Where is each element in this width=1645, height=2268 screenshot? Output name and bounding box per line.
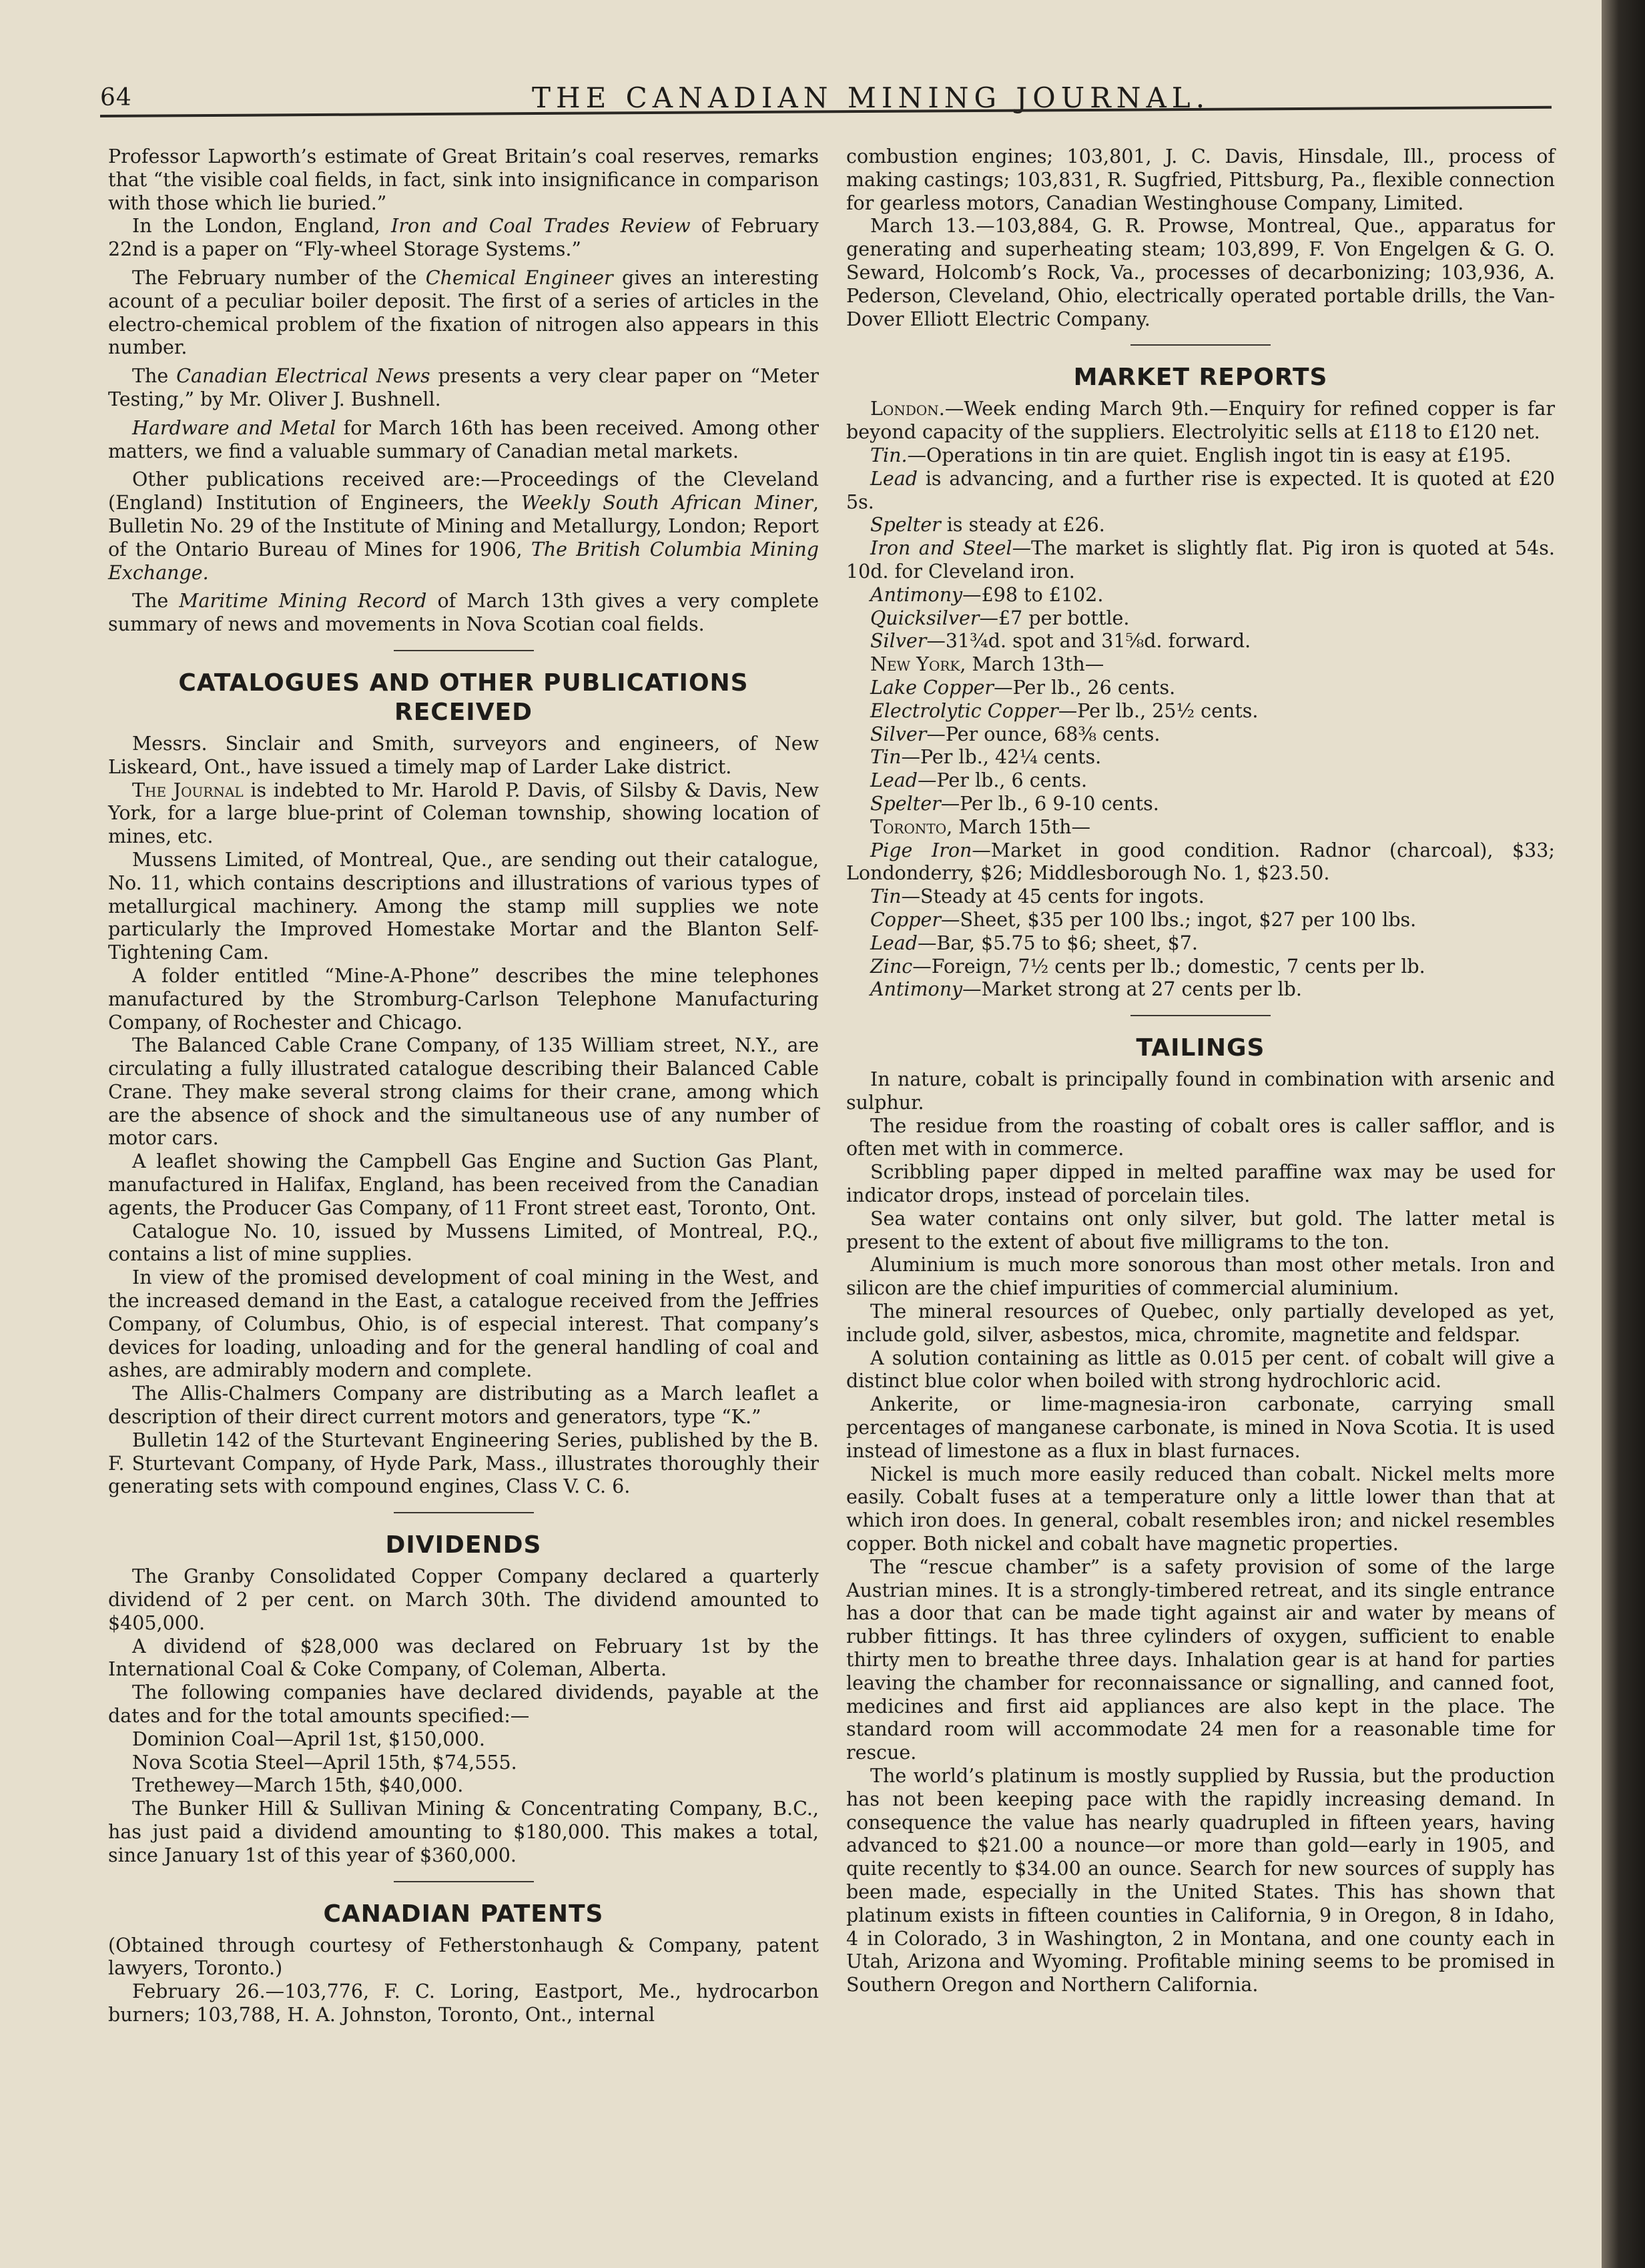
paragraph: The Allis-Chalmers Company are distributing as a March leaflet a description of their direct current motors and generators, type “K.” (108, 1383, 819, 1429)
paragraph: The following companies have declared dividends, payable at the dates and for the total amounts specified:— (108, 1681, 819, 1728)
market-line: Silver—31¾d. spot and 31⅝d. forward. (870, 630, 1251, 653)
paragraph: The Bunker Hill & Sullivan Mining & Concentrating Company, B.C., has just paid a dividend amounting to $180,000. This makes a total, since January 1st of this year of $360,000. (108, 1798, 819, 1866)
paragraph: The Canadian Electrical News presents a very clear paper on “Meter Testing,” by Mr. Oliver J. Bushnell. (108, 365, 819, 410)
list-item: Trethewey—March 15th, $40,000. (132, 1774, 464, 1797)
right-column (846, 145, 1555, 1997)
market-line: London.—Week ending March 9th.—Enquiry for refined copper is far beyond capacity of the suppliers. Electrolyitic sells at £118 to £120 net. (846, 398, 1555, 444)
list-item: Dominion Coal—April 1st, $150,000. (132, 1728, 485, 1750)
paragraph: Bulletin 142 of the Sturtevant Engineering Series, published by the B. F. Sturtevant Company, of Hyde Park, Mass., illustrates thoroughly their generating sets with compound engines, Class V. C. 6. (108, 1429, 819, 1498)
paragraph: Sea water contains ont only silver, but gold. The latter metal is present to the extent of about five milligrams to the ton. (846, 1207, 1555, 1253)
paragraph: Professor Lapworth’s estimate of Great Britain’s coal reserves, remarks that “the visible coal fields, in fact, sink into insignificance in comparison with those which lie buried.” (108, 145, 819, 214)
market-line: Lead—Per lb., 6 cents. (870, 769, 1088, 792)
market-line: Toronto, March 15th— (870, 815, 1090, 838)
section-divider (394, 650, 534, 651)
paragraph: A dividend of $28,000 was declared on February 1st by the International Coal & Coke Company, of Coleman, Alberta. (108, 1635, 819, 1681)
paragraph: The world’s platinum is mostly supplied by Russia, but the production has not been keeping pace with the rapidly increasing demand. In consequence the value has nearly quadrupled in fifteen years, having advanced to $21.00 a nounce—or more than gold—early in 1905, and quite recently to $34.00 an ounce. Search for new sources of supply has been made, especially in the United States. This has shown that platinum exists in fifteen counties in California, 9 in Oregon, 8 in Idaho, 4 in Colorado, 3 in Washington, 2 in Montana, and one county each in Utah, Arizona and Wyoming. Profitable mining seems to be promised in Southern Oregon and Northern California. (846, 1765, 1555, 1996)
section-heading-tailings: TAILINGS (1136, 1034, 1265, 1062)
paragraph: Hardware and Metal for March 16th has been received. Among other matters, we find a valuable summary of Canadian metal markets. (108, 416, 819, 462)
paragraph: The Journal is indebted to Mr. Harold P. Davis, of Silsby & Davis, New York, for a large blue-print of Coleman township, showing location of mines, etc. (108, 779, 819, 848)
paragraph: The February number of the Chemical Engineer gives an interesting acount of a peculiar boiler deposit. The first of a series of articles in the electro-chemical problem of the fixation of nitrogen also appears in this number. (108, 266, 819, 359)
section-heading-catalogues: CATALOGUES AND OTHER PUBLICATIONS RECEIVED (178, 669, 749, 726)
section-divider (394, 1881, 534, 1882)
market-line: Spelter is steady at £26. (870, 514, 1105, 536)
paragraph: February 26.—103,776, F. C. Loring, Eastport, Me., hydrocarbon burners; 103,788, H. A. Johnston, Toronto, Ont., internal (108, 1980, 819, 2026)
market-line: Electrolytic Copper—Per lb., 25½ cents. (870, 699, 1259, 722)
section-divider (394, 1512, 534, 1513)
paragraph: The residue from the roasting of cobalt ores is caller safflor, and is often met with in commerce. (846, 1114, 1555, 1160)
left-column (108, 145, 819, 2027)
paragraph: Scribbling paper dipped in melted paraffine wax may be used for indicator drops, instead of porcelain tiles. (846, 1161, 1555, 1207)
paragraph: A solution containing as little as 0.015 per cent. of cobalt will give a distinct blue color when boiled with strong hydrochloric acid. (846, 1347, 1555, 1393)
section-heading-patents: CANADIAN PATENTS (323, 1900, 604, 1928)
paragraph: The “rescue chamber” is a safety provision of some of the large Austrian mines. It is a strongly-timbered retreat, and its single entrance has a door that can be made tight against air and water by means of rubber fittings. It has three cylinders of oxygen, sufficient to enable thirty men to breathe three days. Inhalation gear is at hand for parties leaving the chamber for reconnaissance or signalling, and canned foot, medicines and first aid appliances are also kept in the place. The standard room will accommodate 24 men for a reasonable time for rescue. (846, 1555, 1555, 1764)
paragraph: March 13.—103,884, G. R. Prowse, Montreal, Que., apparatus for generating and superheating steam; 103,899, F. Von Engelgen & G. O. Seward, Holcomb’s Rock, Va., processes of decarbonizing; 103,936, A. Pederson, Cleveland, Ohio, electrically operated portable drills, the Van-Dover Elliott Electric Company. (846, 215, 1555, 330)
paragraph: The Maritime Mining Record of March 13th gives a very complete summary of news and movements in Nova Scotian coal fields. (108, 590, 819, 636)
paragraph: Messrs. Sinclair and Smith, surveyors and engineers, of New Liskeard, Ont., have issued a timely map of Larder Lake district. (108, 732, 819, 778)
page-number: 64 (100, 84, 132, 111)
market-line: Lead is advancing, and a further rise is expected. It is quoted at £20 5s. (846, 467, 1555, 513)
paragraph: Catalogue No. 10, issued by Mussens Limited, of Montreal, P.Q., contains a list of mine supplies. (108, 1220, 819, 1266)
book-gutter-shadow (1602, 0, 1645, 2268)
market-line: Lake Copper—Per lb., 26 cents. (870, 676, 1176, 699)
paragraph: A folder entitled “Mine-A-Phone” describes the mine telephones manufactured by the Stromburg-Carlson Telephone Manufacturing Company, of Rochester and Chicago. (108, 964, 819, 1034)
paragraph: Aluminium is much more sonorous than most other metals. Iron and silicon are the chief impurities of commercial aluminium. (846, 1254, 1555, 1300)
journal-title: THE CANADIAN MINING JOURNAL. (531, 81, 1211, 114)
market-line: Iron and Steel—The market is slightly flat. Pig iron is quoted at 54s. 10d. for Cleveland iron. (846, 537, 1555, 583)
paragraph: combustion engines; 103,801, J. C. Davis, Hinsdale, Ill., process of making castings; 103,831, R. Sugfried, Pittsburg, Pa., flexible connection for gearless motors, Canadian Westinghouse Company, Limited. (846, 145, 1555, 214)
section-divider (1130, 344, 1271, 346)
paragraph: The Granby Consolidated Copper Company declared a quarterly dividend of 2 per cent. on March 30th. The dividend amounted to $405,000. (108, 1565, 819, 1634)
section-heading-dividends: DIVIDENDS (385, 1531, 542, 1559)
section-heading-market-reports: MARKET REPORTS (1073, 364, 1328, 392)
paragraph: In nature, cobalt is principally found in combination with arsenic and sulphur. (846, 1068, 1555, 1114)
section-divider (1130, 1015, 1271, 1016)
list-item: Nova Scotia Steel—April 15th, $74,555. (132, 1751, 517, 1774)
market-line: Spelter—Per lb., 6 9-10 cents. (870, 792, 1159, 815)
patents-subheading: (Obtained through courtesy of Fetherstonhaugh & Company, patent lawyers, Toronto.) (108, 1934, 819, 1980)
market-line: Tin.—Operations in tin are quiet. English ingot tin is easy at £195. (870, 444, 1512, 466)
market-line: Quicksilver—£7 per bottle. (870, 607, 1130, 629)
paragraph: Mussens Limited, of Montreal, Que., are sending out their catalogue, No. 11, which contains descriptions and illustrations of various types of metallurgical machinery. Among the stamp mill supplies we note particularly the Improved Homestake Mortar and the Blanton Self-Tightening Cam. (108, 848, 819, 964)
market-line: Tin—Steady at 45 cents for ingots. (870, 885, 1205, 908)
market-line: Copper—Sheet, $35 per 100 lbs.; ingot, $27 per 100 lbs. (870, 908, 1417, 931)
market-line: Tin—Per lb., 42¼ cents. (870, 746, 1102, 769)
paragraph: In the London, England, Iron and Coal Trades Review of February 22nd is a paper on “Fly-wheel Storage Systems.” (108, 215, 819, 261)
paragraph: Nickel is much more easily reduced than cobalt. Nickel melts more easily. Cobalt fuses at a temperature only a little lower than that at which iron does. In general, cobalt resembles iron; and nickel resembles copper. Both nickel and cobalt have magnetic properties. (846, 1463, 1555, 1555)
paragraph: The mineral resources of Quebec, only partially developed as yet, include gold, silver, asbestos, mica, chromite, magnetite and feldspar. (846, 1300, 1555, 1346)
paragraph: Other publications received are:—Proceedings of the Cleveland (England) Institution of Engineers, the Weekly South African Miner, Bulletin No. 29 of the Institute of Mining and Metallurgy, London; Report of the Ontario Bureau of Mines for 1906, The British Columbia Mining Exchange. (108, 468, 819, 584)
market-line: Silver—Per ounce, 68⅜ cents. (870, 723, 1161, 745)
paragraph: In view of the promised development of coal mining in the West, and the increased demand in the East, a catalogue received from the Jeffries Company, of Columbus, Ohio, is of especial interest. That company’s devices for loading, unloading and for the general handling of coal and ashes, are admirably modern and complete. (108, 1266, 819, 1382)
market-line: Pige Iron—Market in good condition. Radnor (charcoal), $33; Londonderry, $26; Middlesborough No. 1, $23.50. (846, 839, 1555, 885)
market-line: Antimony—Market strong at 27 cents per lb. (870, 978, 1302, 1001)
market-line: Zinc—Foreign, 7½ cents per lb.; domestic, 7 cents per lb. (870, 955, 1425, 978)
market-line: Antimony—£98 to £102. (870, 583, 1104, 606)
paragraph: Ankerite, or lime-magnesia-iron carbonate, carrying small percentages of manganese carbonate, is mined in Nova Scotia. It is used instead of limestone as a flux in blast furnaces. (846, 1393, 1555, 1462)
paragraph: The Balanced Cable Crane Company, of 135 William street, N.Y., are circulating a fully illustrated catalogue describing their Balanced Cable Crane. They make several strong claims for their crane, among which are the absence of shock and the simultaneous use of any number of motor cars. (108, 1034, 819, 1150)
market-line: New York, March 13th— (870, 653, 1104, 676)
paragraph: A leaflet showing the Campbell Gas Engine and Suction Gas Plant, manufactured in Halifax, England, has been received from the Canadian agents, the Producer Gas Company, of 11 Front street east, Toronto, Ont. (108, 1150, 819, 1219)
market-line: Lead—Bar, $5.75 to $6; sheet, $7. (870, 931, 1198, 954)
